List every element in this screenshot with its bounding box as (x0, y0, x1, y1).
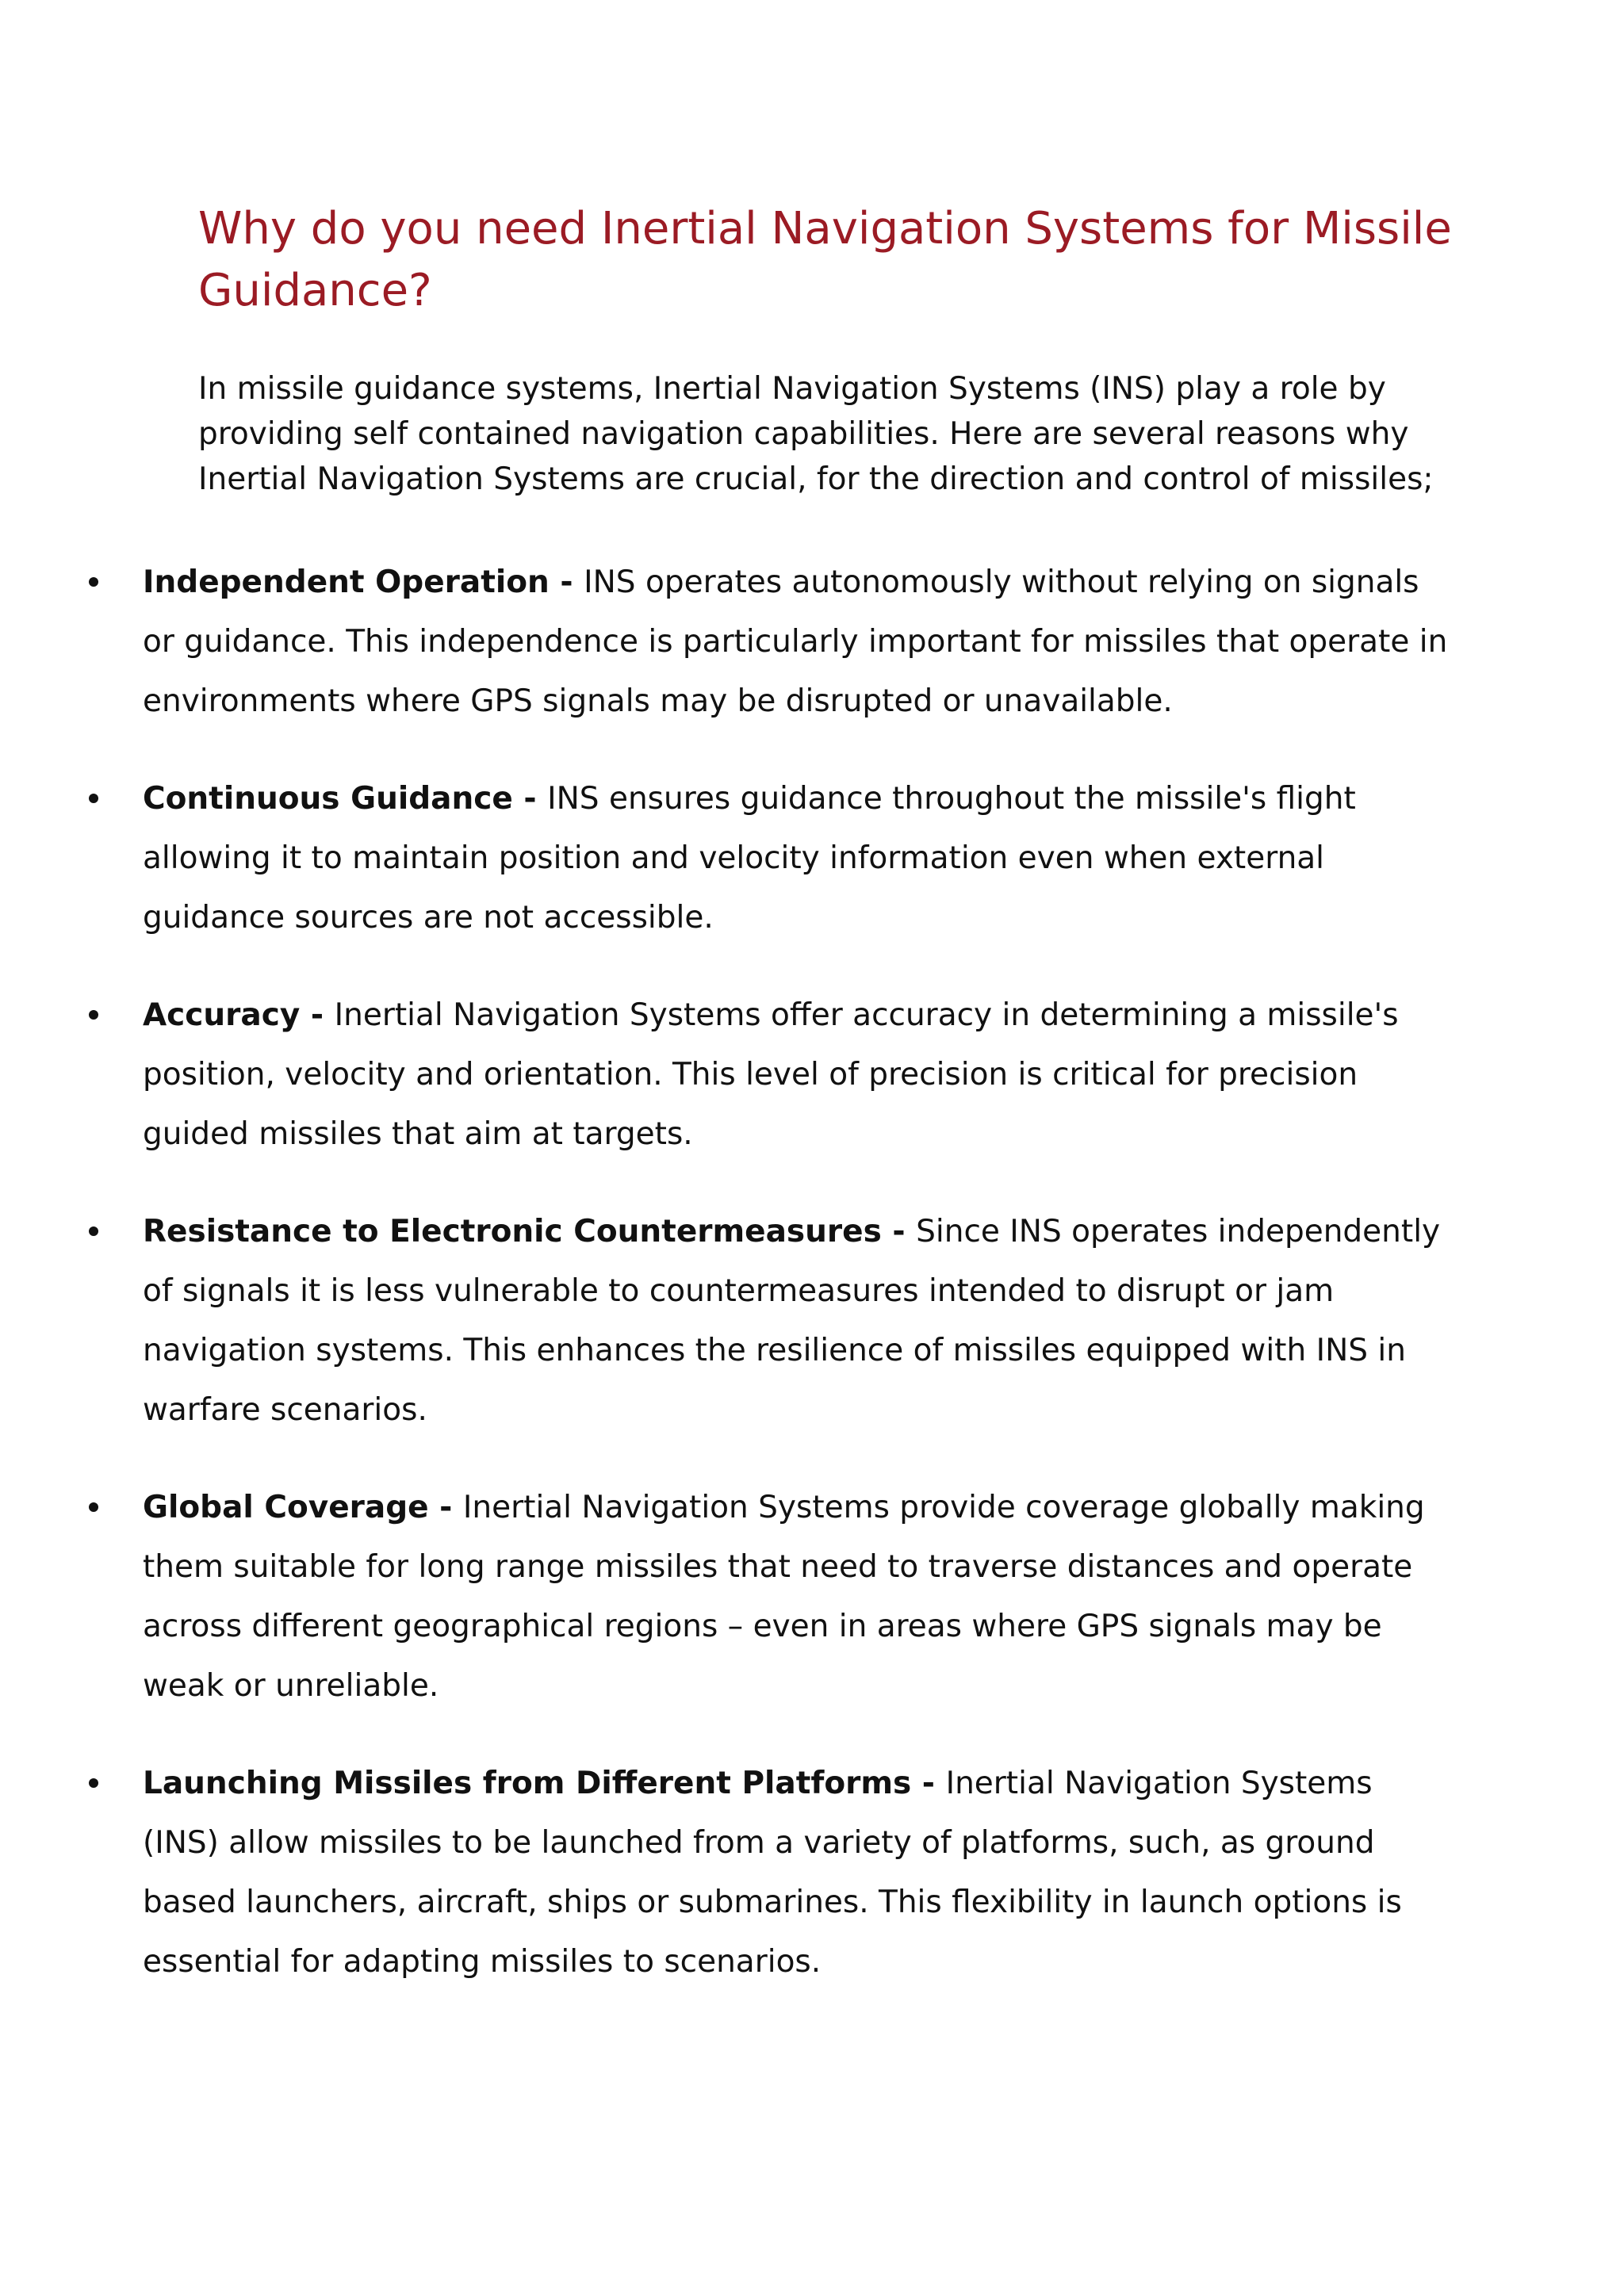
reasons-list (0, 553, 1624, 2030)
list-item (0, 553, 1451, 731)
reason-text: Since INS operates independently of signals it is less vulnerable to countermeasures intended to disrupt or jam navigation systems. This enhances the resilience of missiles equipped with INS in warfare scenarios. (143, 1214, 1441, 1428)
reason-term: Resistance to Electronic Countermeasures - (143, 1214, 917, 1249)
list-item (0, 985, 1451, 1164)
reason-text: Inertial Navigation Systems offer accuracy in determining a missile's position, velocity and orientation. This level of precision is critical for precision guided missiles that aim at targets. (143, 997, 1399, 1152)
bullet-icon (89, 577, 98, 587)
bullet-icon (89, 1010, 98, 1020)
intro-paragraph: In missile guidance systems, Inertial Navigation Systems (INS) play a role by providing self contained navigation capabilities. Here are several reasons why Inertial Navigation Systems are crucial, for the direction and control of missiles; (198, 371, 1434, 497)
reason-term: Continuous Guidance - (143, 781, 548, 817)
reason-term: Launching Missiles from Different Platforms - (143, 1766, 946, 1801)
list-item (0, 1202, 1451, 1440)
reason-term: Accuracy - (143, 997, 335, 1033)
list-item (0, 769, 1451, 947)
reason-text: INS ensures guidance throughout the missile's flight allowing it to maintain position and velocity information even when external guidance sources are not accessible. (143, 781, 1356, 936)
reason-term: Independent Operation - (143, 564, 584, 600)
page-title: Why do you need Inertial Navigation Systems for Missile Guidance? (198, 203, 1452, 316)
reason-term: Global Coverage - (143, 1490, 463, 1525)
reason-text: Inertial Navigation Systems provide coverage globally making them suitable for long range missiles that need to traverse distances and operate across different geographical regions – even in areas where GPS signals may be weak or unreliable. (143, 1490, 1425, 1704)
bullet-icon (89, 1778, 98, 1788)
bullet-icon (89, 1502, 98, 1512)
reason-text: Inertial Navigation Systems (INS) allow missiles to be launched from a variety of platforms, such, as ground based launchers, aircraft, ships or submarines. This flexibility in launch options is essential for adapting missiles to scenarios. (143, 1766, 1402, 1980)
list-item (0, 1478, 1451, 1716)
bullet-icon (89, 794, 98, 803)
reason-text: INS operates autonomously without relying on signals or guidance. This independence is particularly important for missiles that operate in environments where GPS signals may be disrupted or unavailable. (143, 564, 1448, 719)
list-item (0, 1754, 1451, 1992)
bullet-icon (89, 1226, 98, 1236)
